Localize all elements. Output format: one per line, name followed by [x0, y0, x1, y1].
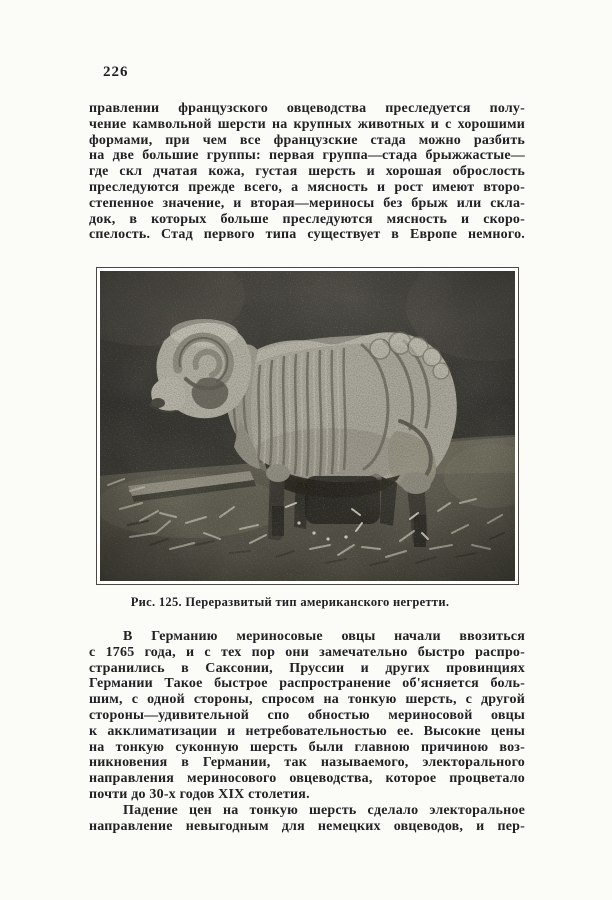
- text-line: Падение цен на тонкую шерсть сделало электоральное: [123, 802, 525, 818]
- text-line: к акклиматизации и нетребовательностью ее. Высокие цены: [89, 723, 525, 739]
- text-line: Германии Такое быстрое распространение об'ясняется боль-: [89, 676, 525, 692]
- text-line: правлении французского овцеводства преследуется полу-: [89, 101, 525, 116]
- text-line: направления мериносового овцеводства, которое процветало: [89, 771, 525, 787]
- text-line: никновения в Германии, так называемого, электорального: [89, 755, 525, 771]
- text-line: на тонкую суконную шерсть были главною причиною воз-: [89, 739, 525, 755]
- text-line: стороны—удивительной спо обностью мериносовой овцы: [89, 707, 525, 723]
- text-line: В Германию мериносовые овцы начали ввозиться: [123, 629, 525, 644]
- text-line: направление невыгодным для немецких овцеводов, и пер-: [89, 818, 525, 834]
- photo-frame: [96, 267, 519, 585]
- page-number: 226: [103, 64, 129, 80]
- text-line: где скл дчатая кожа, густая шерсть и хорошая оброслость: [89, 164, 525, 180]
- text-line: чение камвольной шерсти на крупных животных и с хорошими: [89, 116, 525, 132]
- text-line: почти до 30-х годов XIX столетия.: [89, 786, 310, 802]
- text-line: с 1765 года, и с тех пор они замечательно быстро распро-: [89, 644, 525, 660]
- sheep-photo: [100, 271, 515, 581]
- paragraph-top: [89, 101, 525, 243]
- text-line: странились в Саксонии, Пруссии и других провинциях: [89, 660, 525, 676]
- figure: [96, 267, 519, 585]
- photo-grain: [100, 271, 515, 581]
- text-line: спелость. Стад первого типа существует в Европе немного.: [89, 227, 525, 243]
- text-line: шим, с одной стороны, спросом на тонкую шерсть, с другой: [89, 692, 525, 708]
- text-line: док, в которых больше преследуются мясность и скоро-: [89, 211, 525, 227]
- paragraph-bottom: [89, 629, 525, 834]
- text-line: формами, при чем все французские стада можно разбить: [89, 132, 525, 148]
- text-line: степенное значение, и вторая—мериносы без брыж или скла-: [89, 195, 525, 211]
- text-line: преследуются прежде всего, а мясность и рост имеют второ-: [89, 179, 525, 195]
- figure-caption: Рис. 125. Переразвитый тип американского негретти.: [130, 595, 450, 609]
- text-line: на две большие группы: первая группа—стада брыжжастые—: [89, 148, 525, 164]
